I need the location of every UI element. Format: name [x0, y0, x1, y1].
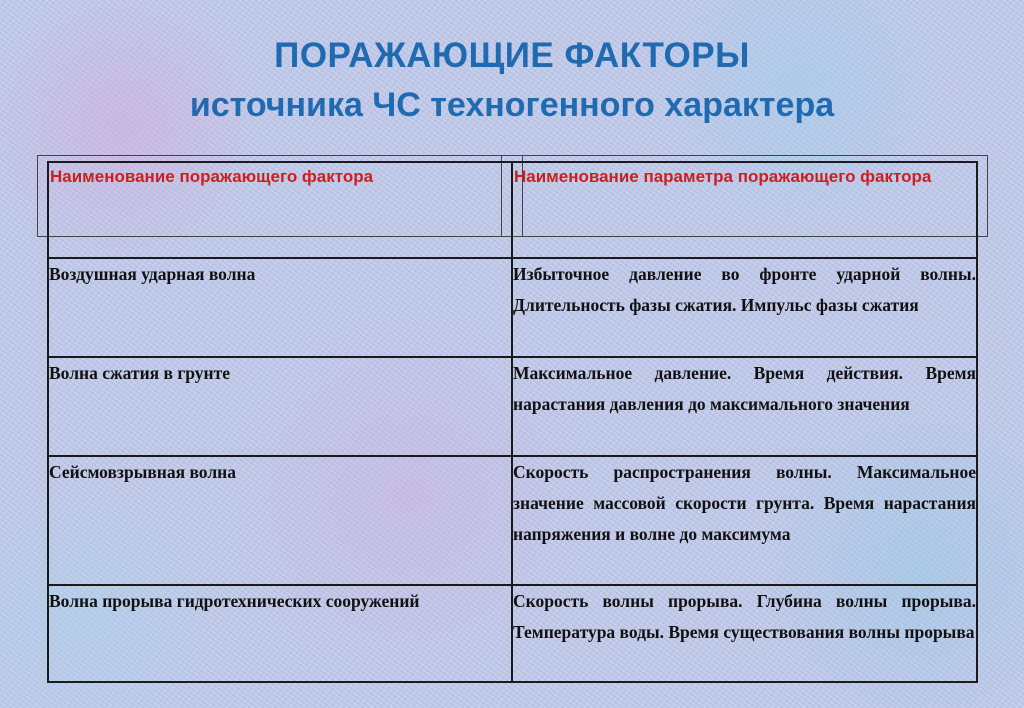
- parameter-cell: Избыточное давление во фронте ударной волны. Длительность фазы сжатия. Импульс фазы сжатия: [512, 258, 977, 357]
- parameter-cell: Скорость распространения волны. Максимальное значение массовой скорости грунта. Время нарастания напряжения и волне до максимума: [512, 456, 977, 585]
- table-row: [48, 585, 977, 682]
- page-title: ПОРАЖАЮЩИЕ ФАКТОРЫ: [274, 36, 750, 75]
- column-header-parameter: Наименование параметра поражающего фактора: [512, 162, 977, 258]
- page-subtitle: источника ЧС техногенного характера: [189, 86, 835, 124]
- factor-cell: Сейсмовзрывная волна: [48, 456, 512, 585]
- table-header-row: [48, 162, 977, 258]
- column-header-factor: Наименование поражающего фактора: [48, 162, 512, 258]
- factor-cell: Волна сжатия в грунте: [48, 357, 512, 456]
- factor-cell: Волна прорыва гидротехнических сооружений: [48, 585, 512, 682]
- parameter-cell: Скорость волны прорыва. Глубина волны прорыва. Температура воды. Время существования волны прорыва: [512, 585, 977, 682]
- table-row: [48, 258, 977, 357]
- factors-table: [47, 161, 978, 683]
- parameter-cell: Максимальное давление. Время действия. Время нарастания давления до максимального значения: [512, 357, 977, 456]
- table-row: [48, 357, 977, 456]
- table-row: [48, 456, 977, 585]
- factor-cell: Воздушная ударная волна: [48, 258, 512, 357]
